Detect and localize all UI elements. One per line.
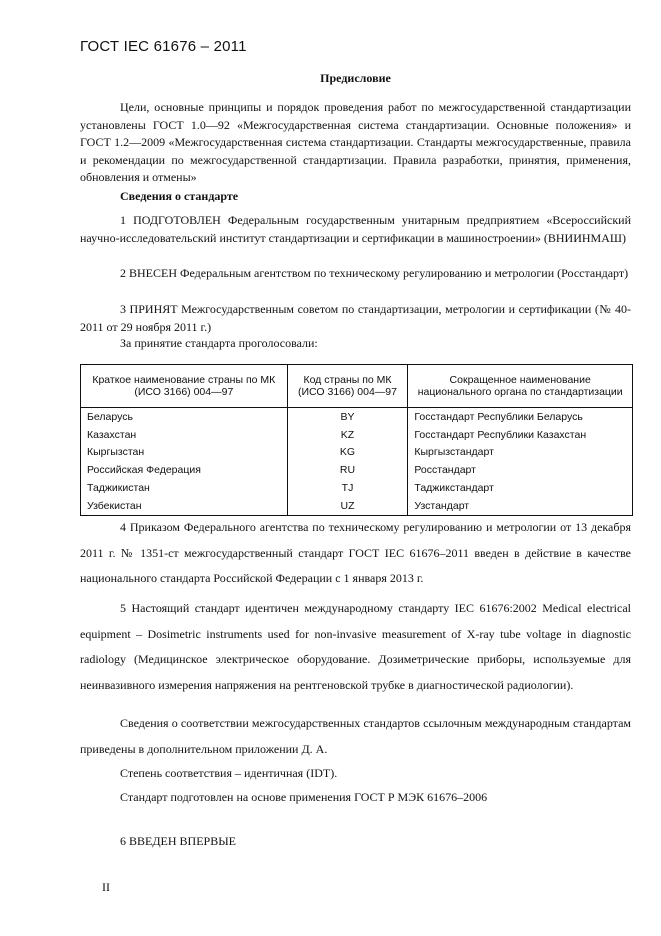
table-row: [81, 480, 633, 498]
table-row: [81, 444, 633, 462]
table-row: [81, 408, 633, 427]
code-cell: RU: [287, 462, 408, 480]
intro-paragraph: Цели, основные принципы и порядок проведения работ по межгосударственной стандартизации установлены ГОСТ 1.0—92 «Межгосударственная система стандартизации. Основные положения» и ГОСТ 1.2—2009 «Межгосударственная система стандартизации. Стандарты межгосударственные, правила и рекомендации по межгосударственной стандартизации. Правила разработки, принятия, применения, обновления и отмены»: [80, 100, 631, 184]
code-cell: UZ: [287, 498, 408, 516]
country-cell: Казахстан: [81, 427, 288, 445]
info-heading: Сведения о стандарте: [120, 189, 239, 203]
document-header: ГОСТ IEC 61676 – 2011: [80, 38, 247, 55]
body-cell: Росстандарт: [408, 462, 633, 480]
table-row: [81, 462, 633, 480]
section-title: Предисловие: [320, 71, 391, 85]
correspondence-paragraph: Сведения о соответствии межгосударственных стандартов ссылочным международным стандартам приведены в дополнительном приложении Д. А.: [80, 716, 631, 756]
voted-label: За принятие стандарта проголосовали:: [120, 336, 318, 350]
table-row: [81, 498, 633, 516]
table-row: [81, 427, 633, 445]
item-1-paragraph: 1 ПОДГОТОВЛЕН Федеральным государственным унитарным предприятием «Всероссийский научно-исследовательский институт стандартизации и сертификации в машиностроении» (ВНИИНМАШ): [80, 213, 631, 245]
page-number: II: [102, 880, 110, 894]
basis-line: Стандарт подготовлен на основе применения ГОСТ Р МЭК 61676–2006: [120, 790, 488, 804]
item-3-paragraph: 3 ПРИНЯТ Межгосударственным советом по стандартизации, метрологии и сертификации (№ 40-2011 от 29 ноября 2011 г.): [80, 302, 631, 334]
code-cell: TJ: [287, 480, 408, 498]
table-header-row: [81, 365, 633, 408]
item-5-paragraph: 5 Настоящий стандарт идентичен международному стандарту IEC 61676:2002 Medical electrical equipment – Dosimetric instruments used for non-invasive measurement of X-ray tube voltage in diagnostic radiology (Медицинское электрическое оборудование. Дозиметрические приборы, используемые для неинвазивного измерения напряжения на рентгеновской трубке в диагностической радиологии).: [80, 601, 631, 692]
body-cell: Госстандарт Республики Казахстан: [408, 427, 633, 445]
code-cell: KZ: [287, 427, 408, 445]
column-header-body: Сокращенное наименование национального органа по стандартизации: [408, 365, 633, 408]
country-cell: Узбекистан: [81, 498, 288, 516]
code-cell: KG: [287, 444, 408, 462]
column-header-code: Код страны по МК (ИСО 3166) 004—97: [287, 365, 408, 408]
body-cell: Узстандарт: [408, 498, 633, 516]
country-cell: Таджикистан: [81, 480, 288, 498]
country-cell: Беларусь: [81, 408, 288, 427]
country-cell: Кыргызстан: [81, 444, 288, 462]
degree-line: Степень соответствия – идентичная (IDT).: [120, 766, 338, 780]
code-cell: BY: [287, 408, 408, 427]
item-6-line: 6 ВВЕДЕН ВПЕРВЫЕ: [120, 834, 236, 848]
country-cell: Российская Федерация: [81, 462, 288, 480]
body-cell: Госстандарт Республики Беларусь: [408, 408, 633, 427]
body-cell: Таджикстандарт: [408, 480, 633, 498]
column-header-country: Краткое наименование страны по МК (ИСО 3166) 004—97: [81, 365, 288, 408]
countries-table: [80, 364, 633, 516]
body-cell: Кыргызстандарт: [408, 444, 633, 462]
item-2-paragraph: 2 ВНЕСЕН Федеральным агентством по техническому регулированию и метрологии (Росстандарт): [120, 266, 629, 280]
item-4-paragraph: 4 Приказом Федерального агентства по техническому регулированию и метрологии от 13 декабря 2011 г. № 1351-ст межгосударственный стандарт ГОСТ IEC 61676–2011 введен в действие в качестве национального стандарта Российской Федерации с 1 января 2013 г.: [80, 520, 631, 585]
